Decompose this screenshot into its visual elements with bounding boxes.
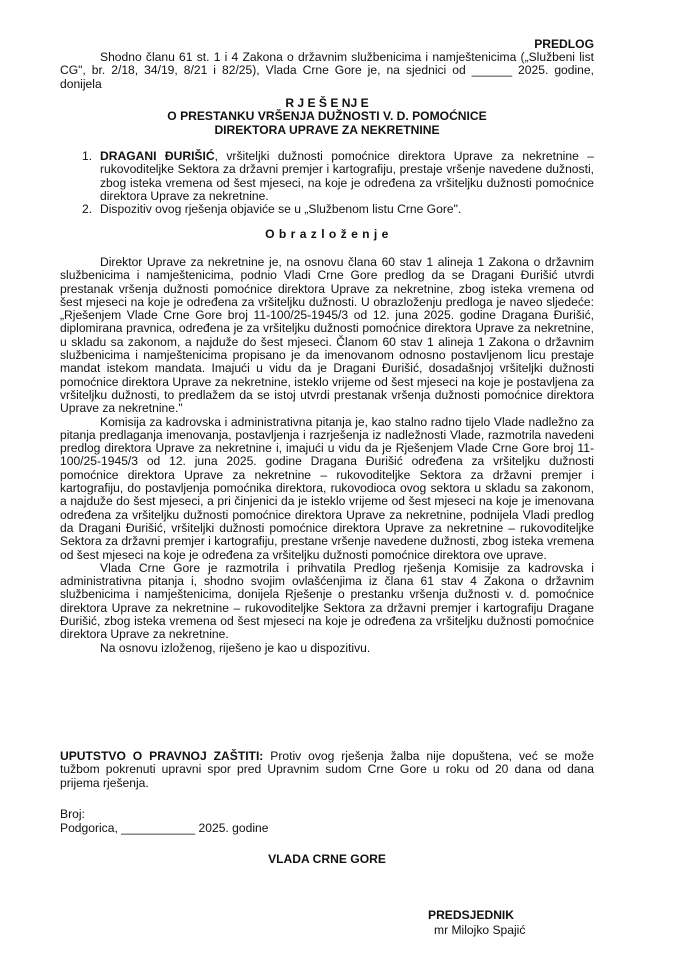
signer-title: PREDSJEDNIK — [428, 908, 515, 922]
dispositive-list — [60, 150, 594, 216]
reasoning-heading: O b r a z l o ž e n j e — [265, 227, 389, 241]
signer-name: mr Milojko Spajić — [434, 923, 526, 937]
legal-remedy — [60, 750, 594, 790]
preamble: Shodno članu 61 st. 1 i 4 Zakona o državnim službenicima i namještenicima („Službeni list CG", br. 2/18, 34/19, 8/21 i 82/25), Vlada Crne Gore je, na sjednici od ______ 2025. godine, donijela — [60, 50, 594, 91]
person-name: DRAGANI ĐURIŠIĆ — [100, 149, 215, 163]
list-item — [60, 203, 594, 216]
title-line: O PRESTANKU VRŠENJA DUŽNOSTI V. D. POMOĆNICE — [167, 109, 487, 124]
document-title — [60, 97, 594, 137]
proposal-label-text: PREDLOG — [534, 37, 594, 51]
legal-remedy-text: Protiv ovog rješenja žalba nije dopuštena, već se može tužbom pokrenuti upravni spor pred Upravnim sudom Crne Gore u roku od 20 dana od dana prijema rješenja. — [60, 749, 594, 790]
title-line: DIREKTORA UPRAVE ZA NEKRETNINE — [214, 122, 440, 137]
item-text: Dispozitiv ovog rješenja objaviće se u „Službenom listu Crne Gore". — [100, 202, 462, 217]
reasoning-body — [60, 256, 594, 655]
paragraph: Komisija za kadrovska i administrativna pitanja je, kao stalno radno tijelo Vlade nadležno za pitanja predlaganja imenovanja, postavljenja i razrješenja iz nadležnosti Vlade, razmotrila navedeni predlog direktora Uprave za nekretnine i, imajući u vidu da je Rješenjem Vlade Crne Gore broj 11-100/25-1945/3 od 12. juna 2025. godine Dragana Đurišić određena za vršiteljku dužnosti pomoćnice direktora Uprave za nekretnine – rukovoditeljke Sektora za državni premjer i kartografiju, do postavljenja pomoćnika direktora, rukovodioca ovog sektora u skladu sa zakonom, a najduže do šest mjeseci, a pri činjenici da je isteklo vrijeme od šest mjeseci na koje je imenovana određena za vršiteljku dužnosti pomoćnice direktora Uprave za nekretnine, podnijela Vladi predlog da Dragani Đurišić, vršiteljki dužnosti pomoćnice direktora Uprave za nekretnine – rukovoditeljke Sektora za državni premjer i kartografiju, prestane vršenje navedene dužnosti, zbog isteka vremena od šest mjeseci na koje je određena za vršiteljku dužnosti pomoćnice direktora ove uprave. — [60, 414, 594, 562]
item-number: 2. — [82, 202, 93, 217]
legal-remedy-label: UPUTSTVO O PRAVNOJ ZAŠTITI: — [60, 749, 264, 763]
reference-number: Broj: — [60, 807, 85, 821]
paragraph: Na osnovu izloženog, riješeno je kao u dispozitivu. — [100, 640, 371, 655]
paragraph: Direktor Uprave za nekretnine je, na osnovu člana 60 stav 1 alineja 1 Zakona o državnim službenicima i namještenicima, podnio Vladi Crne Gore predlog da se Dragani Đurišić utvrdi prestanak vršenja dužnosti pomoćnice direktora Uprave za nekretnine, zbog isteka vremena od šest mjeseci na koje je određena za vršiteljku dužnosti. U obrazloženju predloga je naveo sljedeće: „Rješenjem Vlade Crne Gore broj 11-100/25-1945/3 od 12. juna 2025. godine Dragana Đurišić, diplomirana pravnica, određena je za vršiteljku dužnosti pomoćnice direktora Uprave za nekretnine, u skladu sa zakonom, a najduže do šest mjeseci. Članom 60 stav 1 alineja 1 Zakona o državnim službenicima i namještenicima propisano je da imenovanom odnosno postavljenom licu prestaje mandat istekom mandata. Imajući u vidu da je Dragani Đurišić, dosadašnjoj vršiteljki dužnosti pomoćnice direktora Uprave za nekretnine, isteklo vrijeme od šest mjeseci na koje je postavljena za vršiteljku dužnosti, to predlažem da se istoj utvrdi prestanak vršenja dužnosti pomoćnice direktora Uprave za nekretnine." — [60, 255, 594, 416]
paragraph: Vlada Crne Gore je razmotrila i prihvatila Predlog rješenja Komisije za kadrovska i administrativna pitanja i, shodno svojim ovlašćenjima iz člana 61 stav 4 Zakona o državnim službenicima i namještenicima, donijela Rješenje o prestanku vršenja dužnosti v. d. pomoćnice direktora Uprave za nekretnine – rukovoditeljke Sektora za državni premjer i kartografiju Dragane Đurišić, zbog isteka vremena od šest mjeseci na koje je određena za vršiteljku dužnosti pomoćnice direktora Uprave za nekretnine. — [60, 560, 594, 642]
title-line: R J E Š E NJ E — [285, 96, 369, 110]
government-name: VLADA CRNE GORE — [268, 852, 386, 866]
item-number: 1. — [82, 149, 93, 163]
list-item — [60, 150, 594, 203]
item-text: , vršiteljki dužnosti pomoćnice direktora Uprave za nekretnine – rukovoditeljke Sektora za državni premjer i kartografiju, prestaje vršenje navedene dužnosti, zbog isteka vremena od šest mjeseci, na koje je određena za vršiteljku dužnosti pomoćnice direktora Uprave za nekretnine. — [100, 149, 594, 203]
place-date: Podgorica, ___________ 2025. godine — [60, 821, 269, 835]
